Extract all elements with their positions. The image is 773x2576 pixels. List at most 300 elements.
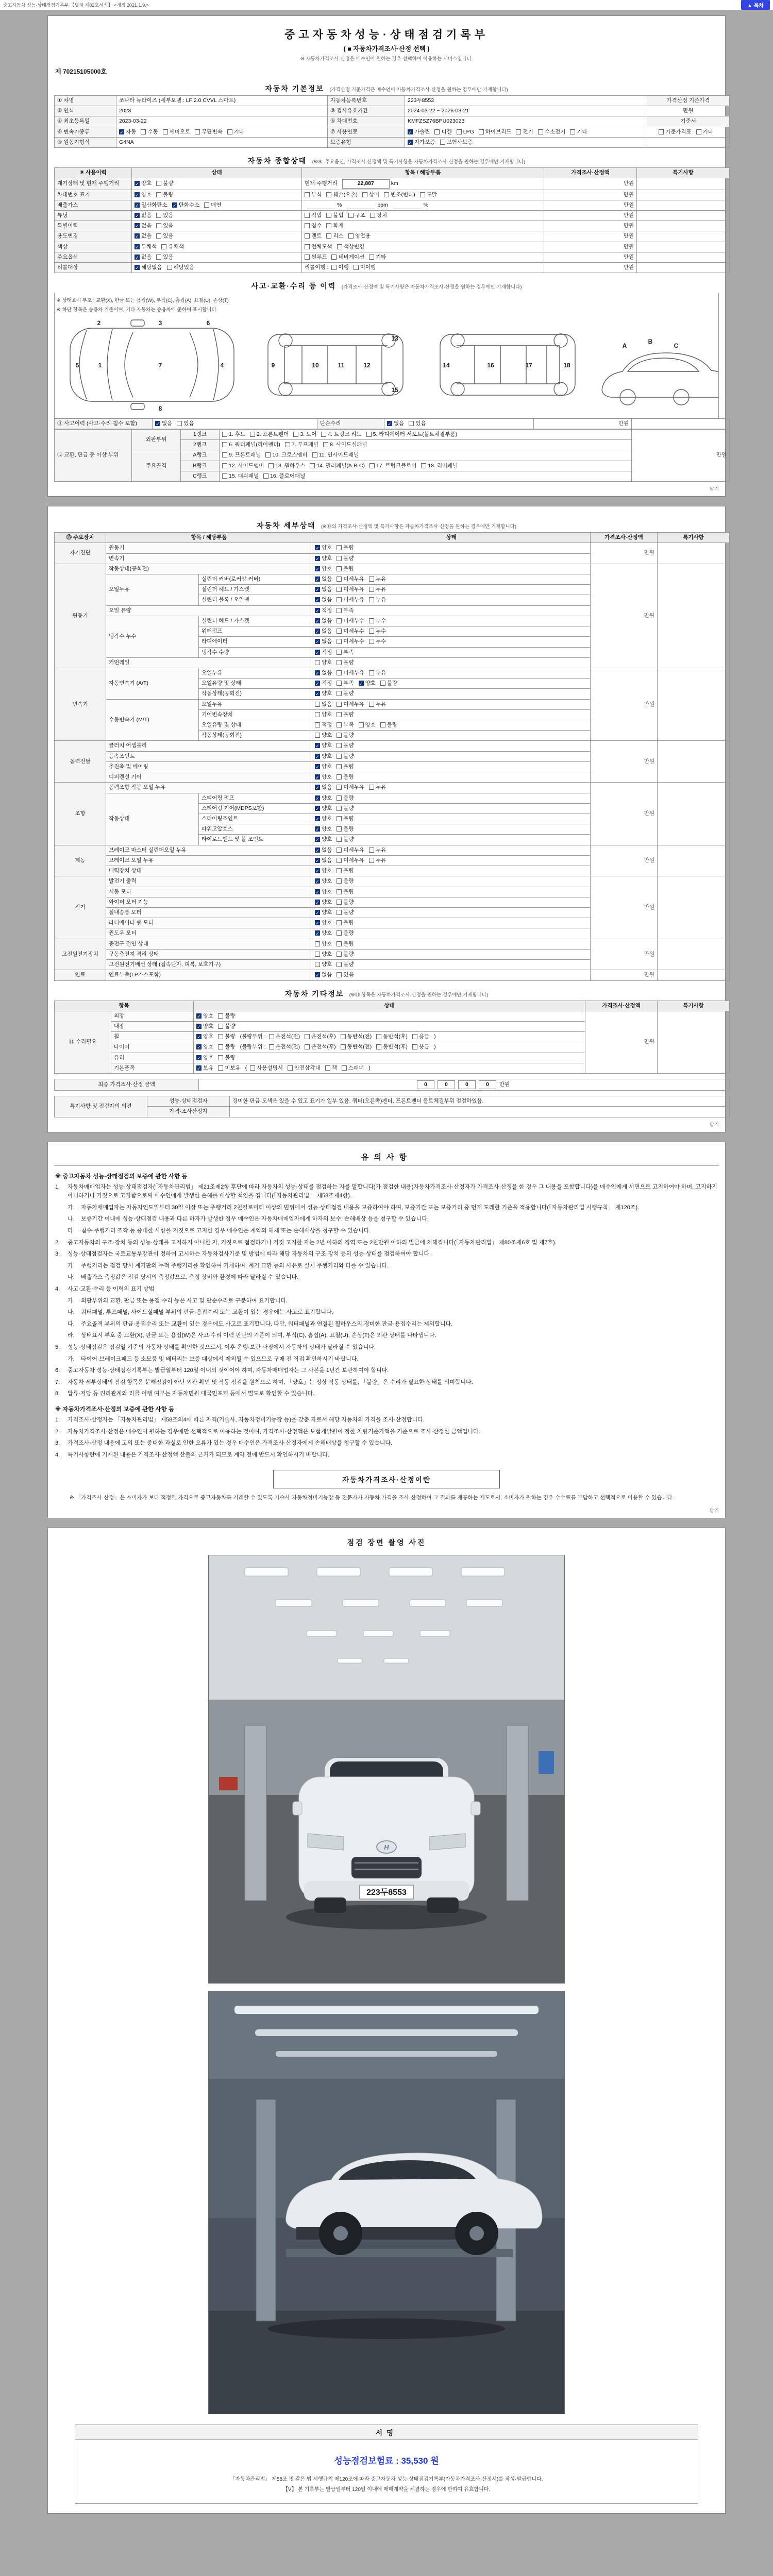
checkbox-15. 대쉬패널[interactable]: 15. 대쉬패널 bbox=[222, 472, 259, 480]
checkbox-양호[interactable]: ✓ 양호 bbox=[315, 920, 332, 926]
value-cell bbox=[312, 657, 591, 668]
checkbox-불량[interactable]: 불량 bbox=[337, 753, 354, 760]
checkbox-불량[interactable]: 불량 bbox=[337, 711, 354, 719]
checkbox-미세누유[interactable]: 미세누유 bbox=[337, 575, 364, 583]
unchecked-box-icon bbox=[222, 442, 227, 447]
value-cell bbox=[405, 137, 647, 147]
checkbox-17. 트렁크플로어[interactable]: 17. 트렁크플로어 bbox=[369, 462, 416, 470]
checkbox-불량[interactable]: 불량 bbox=[218, 1043, 235, 1051]
checkbox-8. 사이드실패널[interactable]: 8. 사이드실패널 bbox=[323, 441, 367, 449]
checkbox-없음[interactable]: ✓ 없음 bbox=[315, 669, 332, 676]
checkbox-양호[interactable]: ✓ 양호 bbox=[315, 763, 332, 770]
checkbox-양호[interactable]: ✓ 양호 bbox=[315, 836, 332, 843]
page-title: 중고자동차성능·상태점검기록부 bbox=[284, 29, 489, 41]
checkbox-양호[interactable]: ✓ 양호 bbox=[197, 1044, 214, 1050]
checkbox-미세누유[interactable]: 미세누유 bbox=[337, 596, 364, 604]
value-cell: 스티어링 펌프 bbox=[199, 793, 312, 803]
field-label: 특별이력 bbox=[55, 221, 132, 231]
accident-history-table bbox=[54, 418, 719, 429]
checkbox-없음[interactable]: ✓ 없음 bbox=[388, 420, 405, 427]
checkbox-16. 플로어패널[interactable]: 16. 플로어패널 bbox=[263, 472, 305, 480]
group-label: A랭크 bbox=[181, 450, 220, 461]
card-detail bbox=[47, 506, 726, 1132]
checkbox-전기[interactable]: 전기 bbox=[516, 128, 533, 136]
checkbox-불량[interactable]: 불량 bbox=[337, 763, 354, 771]
unchecked-box-icon bbox=[269, 1044, 274, 1049]
checkbox-유채색[interactable]: 유채색 bbox=[161, 243, 183, 251]
checkbox-없음[interactable]: ✓ 없음 bbox=[315, 784, 332, 791]
checkbox-부족[interactable]: 부족 bbox=[337, 680, 354, 687]
checkbox-안전삼각대[interactable]: 안전삼각대 bbox=[288, 1064, 321, 1072]
accident-history-table-grid bbox=[54, 418, 730, 429]
checkbox-구조[interactable]: 구조 bbox=[348, 212, 365, 219]
checkbox-미세누유[interactable]: 미세누유 bbox=[337, 784, 364, 791]
column-header: 가격조사·산정액 bbox=[591, 533, 658, 543]
checkbox-양호[interactable]: ✓ 양호 bbox=[197, 1012, 214, 1019]
checkbox-불량[interactable]: 불량 bbox=[337, 877, 354, 885]
inline-text: 만원 bbox=[497, 1081, 510, 1088]
checkbox-미세누유[interactable]: 미세누유 bbox=[337, 857, 364, 865]
unchecked-box-icon bbox=[337, 681, 342, 686]
value-cell bbox=[312, 574, 591, 584]
checkbox-불량[interactable]: 불량 bbox=[337, 555, 354, 563]
checkbox-불량[interactable]: 불량 bbox=[218, 1012, 235, 1020]
checkbox-불량[interactable]: 불량 bbox=[156, 191, 173, 199]
checkbox-양호[interactable]: 양호 bbox=[315, 711, 332, 719]
value-cell: 발전기 출력 bbox=[106, 876, 312, 887]
checkbox-양호[interactable]: 양호 bbox=[315, 951, 332, 958]
checkbox-10. 크로스멤버[interactable]: 10. 크로스멤버 bbox=[265, 451, 307, 459]
checkbox-미세누수[interactable]: 미세누수 bbox=[337, 628, 364, 635]
value-cell bbox=[194, 1053, 585, 1063]
value-cell: 만원 bbox=[647, 106, 730, 116]
checkbox-미세누유[interactable]: 미세누유 bbox=[337, 669, 364, 677]
checked-box-icon: ✓ bbox=[315, 743, 320, 749]
checkbox-누유[interactable]: 누유 bbox=[369, 586, 386, 594]
checkbox-누수[interactable]: 누수 bbox=[369, 628, 386, 635]
checkbox-양호[interactable]: ✓ 양호 bbox=[315, 826, 332, 833]
checkbox-불법[interactable]: 불법 bbox=[326, 212, 343, 219]
checkbox-하이브리드[interactable]: 하이브리드 bbox=[479, 128, 512, 136]
checkbox-9. 프론트패널[interactable]: 9. 프론트패널 bbox=[222, 451, 261, 459]
checkbox-네비게이션[interactable]: 네비게이션 bbox=[331, 253, 364, 261]
checkbox-양호[interactable]: ✓ 양호 bbox=[315, 774, 332, 781]
checkbox-없음[interactable]: ✓ 없음 bbox=[315, 575, 332, 582]
checkbox-운전석(전)[interactable]: 운전석(전) bbox=[269, 1033, 300, 1041]
checkbox-LPG[interactable]: LPG bbox=[457, 128, 474, 136]
value-cell: 자동변속기 (A/T) bbox=[106, 668, 199, 699]
checkbox-양호[interactable]: ✓ 양호 bbox=[315, 899, 332, 905]
checkbox-없음[interactable]: ✓ 없음 bbox=[135, 212, 152, 218]
checkbox-양호[interactable]: ✓ 양호 bbox=[315, 753, 332, 759]
checkbox-11. 인사이드패널[interactable]: 11. 인사이드패널 bbox=[312, 451, 359, 459]
group-label: 원동기 bbox=[55, 564, 106, 668]
checkbox-가솔린[interactable]: ✓ 가솔린 bbox=[408, 128, 430, 135]
checkbox-운전석(후)[interactable]: 운전석(후) bbox=[305, 1043, 336, 1051]
checkbox-누유[interactable]: 누유 bbox=[369, 784, 386, 791]
checkbox-불량[interactable]: 불량 bbox=[337, 929, 354, 937]
checkbox-양호[interactable]: ✓ 양호 bbox=[315, 909, 332, 916]
checkbox-불량[interactable]: 불량 bbox=[337, 659, 354, 667]
checkbox-7. 루프패널[interactable]: 7. 루프패널 bbox=[285, 441, 318, 449]
checkbox-기타[interactable]: 기타 bbox=[369, 253, 386, 261]
collapse-link[interactable]: 닫기 bbox=[709, 1508, 719, 1514]
checkbox-불량[interactable]: 불량 bbox=[337, 773, 354, 781]
checkbox-불량[interactable]: 불량 bbox=[337, 899, 354, 906]
checkbox-양호[interactable]: 양호 bbox=[359, 721, 376, 729]
checkbox-불량[interactable]: 불량 bbox=[337, 940, 354, 948]
unchecked-box-icon bbox=[337, 244, 342, 249]
checkbox-없음[interactable]: ✓ 없음 bbox=[135, 233, 152, 240]
checkbox-18. 리어패널[interactable]: 18. 리어패널 bbox=[421, 462, 458, 470]
value-cell bbox=[312, 918, 591, 928]
checkbox-무채색[interactable]: ✓ 무채색 bbox=[135, 243, 157, 250]
checkbox-4. 트렁크 리드[interactable]: 4. 트렁크 리드 bbox=[321, 431, 361, 438]
checkbox-일산화탄소[interactable]: ✓ 일산화탄소 bbox=[135, 201, 167, 208]
unchecked-box-icon bbox=[376, 1044, 381, 1049]
value-cell bbox=[220, 430, 632, 440]
unchecked-box-icon bbox=[570, 129, 575, 134]
checkbox-없음[interactable]: 없음 bbox=[315, 701, 332, 708]
checkbox-응급[interactable]: 응급 bbox=[412, 1043, 429, 1051]
checkbox-불량[interactable]: 불량 bbox=[337, 732, 354, 739]
checkbox-3. 도어[interactable]: 3. 도어 bbox=[293, 431, 316, 438]
value-cell bbox=[658, 668, 730, 741]
checkbox-부족[interactable]: 부족 bbox=[337, 649, 354, 656]
checkbox-양호[interactable]: ✓ 양호 bbox=[197, 1023, 214, 1029]
unchecked-box-icon bbox=[337, 670, 342, 675]
checked-box-icon: ✓ bbox=[315, 889, 320, 895]
value-cell: 작동상태(공회전) bbox=[106, 564, 312, 574]
checkbox-양호[interactable]: 양호 bbox=[315, 940, 332, 948]
checked-box-icon: ✓ bbox=[315, 629, 320, 635]
value-cell bbox=[312, 928, 591, 939]
checked-box-icon: ✓ bbox=[197, 1045, 201, 1050]
checkbox-양호[interactable]: ✓ 양호 bbox=[315, 888, 332, 895]
checkbox-이행[interactable]: 이행 bbox=[331, 264, 348, 272]
checkbox-썬루프[interactable]: 썬루프 bbox=[305, 253, 327, 261]
checkbox-누유[interactable]: 누유 bbox=[369, 575, 386, 583]
value-cell bbox=[194, 1021, 585, 1031]
checkbox-양호[interactable]: 양호 bbox=[315, 659, 332, 667]
unchecked-box-icon bbox=[337, 774, 342, 779]
checkbox-기타[interactable]: 기타 bbox=[570, 128, 587, 136]
checkbox-있음[interactable]: 있음 bbox=[156, 253, 173, 261]
checkbox-양호[interactable]: 양호 bbox=[315, 732, 332, 739]
checkbox-없음[interactable]: ✓ 없음 bbox=[315, 617, 332, 624]
unchecked-box-icon bbox=[421, 463, 426, 468]
checkbox-양호[interactable]: ✓ 양호 bbox=[315, 742, 332, 749]
checkbox-적법[interactable]: 적법 bbox=[305, 212, 322, 219]
exchange-repair-table bbox=[54, 429, 727, 482]
checkbox-불량[interactable]: 불량 bbox=[337, 805, 354, 812]
value-cell bbox=[637, 210, 730, 221]
checkbox-잭[interactable]: 잭 bbox=[325, 1064, 337, 1072]
checkbox-미보유[interactable]: 미보유 bbox=[218, 1064, 240, 1072]
unchecked-box-icon bbox=[195, 129, 200, 134]
checkbox-미이행[interactable]: 미이행 bbox=[354, 264, 376, 272]
checkbox-누유[interactable]: 누유 bbox=[369, 596, 386, 604]
unchecked-box-icon bbox=[315, 962, 320, 967]
unchecked-box-icon bbox=[177, 421, 182, 426]
group-label: 주요골격 bbox=[132, 450, 181, 482]
value-cell bbox=[302, 221, 544, 231]
checkbox-수소전기[interactable]: 수소전기 bbox=[538, 128, 566, 136]
checkbox-없음[interactable]: ✓ 없음 bbox=[315, 857, 332, 863]
checkbox-동반석(후)[interactable]: 동반석(후) bbox=[376, 1033, 408, 1041]
field-label: ① 차명 bbox=[55, 96, 116, 106]
value-cell bbox=[312, 741, 591, 751]
checkbox-적정[interactable]: ✓ 적정 bbox=[315, 649, 332, 655]
checkbox-12. 사이드멤버[interactable]: 12. 사이드멤버 bbox=[222, 462, 264, 470]
checkbox-양호[interactable]: ✓ 양호 bbox=[135, 180, 152, 187]
final-amount-table bbox=[54, 1079, 719, 1091]
etc-info-table bbox=[54, 1001, 719, 1074]
collapse-link[interactable]: 닫기 bbox=[709, 486, 719, 493]
checkbox-불량[interactable]: 불량 bbox=[218, 1023, 235, 1030]
checkbox-없음[interactable]: ✓ 없음 bbox=[135, 253, 152, 260]
checkbox-자가보증[interactable]: ✓ 자가보증 bbox=[408, 139, 435, 145]
checkbox-전체도색[interactable]: 전체도색 bbox=[305, 243, 332, 251]
checkbox-동반석(전)[interactable]: 동반석(전) bbox=[341, 1043, 372, 1051]
checkbox-훼손(오손)[interactable]: 훼손(오손) bbox=[326, 191, 358, 199]
checkbox-양호[interactable]: ✓ 양호 bbox=[315, 565, 332, 572]
checkbox-탄화수소[interactable]: ✓ 탄화수소 bbox=[172, 201, 200, 208]
checkbox-응급[interactable]: 응급 bbox=[412, 1033, 429, 1041]
checkbox-양호[interactable]: ✓ 양호 bbox=[315, 868, 332, 874]
value-cell: 동력조향 작동 오일 누유 bbox=[106, 783, 312, 793]
checkbox-있음[interactable]: 있음 bbox=[156, 212, 173, 219]
checkbox-불량[interactable]: 불량 bbox=[337, 836, 354, 843]
checkbox-누유[interactable]: 누유 bbox=[369, 846, 386, 854]
checkbox-불량[interactable]: 불량 bbox=[337, 544, 354, 552]
checkbox-불량[interactable]: 불량 bbox=[218, 1033, 235, 1041]
unchecked-box-icon bbox=[337, 597, 342, 602]
checkbox-있음[interactable]: 있음 bbox=[337, 971, 354, 979]
checkbox-양호[interactable]: 양호 bbox=[315, 961, 332, 969]
checkbox-불량[interactable]: 불량 bbox=[337, 815, 354, 823]
checked-box-icon: ✓ bbox=[315, 691, 320, 697]
checkbox-부족[interactable]: 부족 bbox=[337, 721, 354, 729]
value-cell bbox=[405, 127, 647, 137]
checkbox-부식[interactable]: 부식 bbox=[305, 191, 322, 199]
field-label: ② 연식 bbox=[55, 106, 116, 116]
checkbox-양호[interactable]: ✓ 양호 bbox=[315, 816, 332, 822]
checkbox-양호[interactable]: ✓ 양호 bbox=[315, 930, 332, 937]
checkbox-불량[interactable]: 불량 bbox=[337, 961, 354, 969]
checkbox-5. 라디에이터 서포트(볼트체결부품)[interactable]: 5. 라디에이터 서포트(볼트체결부품) bbox=[366, 431, 458, 438]
checkbox-양호[interactable]: ✓ 양호 bbox=[315, 545, 332, 551]
checkbox-6. 쿼터패널(리어펜더)[interactable]: 6. 쿼터패널(리어펜더) bbox=[222, 441, 280, 449]
checkbox-미세누유[interactable]: 미세누유 bbox=[337, 586, 364, 594]
checkbox-도말[interactable]: 도말 bbox=[420, 191, 437, 199]
checkbox-적정[interactable]: ✓ 적정 bbox=[315, 607, 332, 614]
checkbox-운전석(후)[interactable]: 운전석(후) bbox=[305, 1033, 336, 1041]
checkbox-수동[interactable]: 수동 bbox=[141, 128, 158, 136]
checkbox-1. 후드[interactable]: 1. 후드 bbox=[222, 431, 245, 438]
checkbox-없음[interactable]: ✓ 없음 bbox=[315, 628, 332, 635]
checkbox-영업용[interactable]: 영업용 bbox=[348, 232, 371, 240]
checkbox-화재[interactable]: 화재 bbox=[326, 222, 343, 230]
checkbox-미세누수[interactable]: 미세누수 bbox=[337, 638, 364, 646]
value-box: 0 bbox=[479, 1080, 496, 1089]
amount-cell: 만원 bbox=[534, 418, 632, 429]
checkbox-없음[interactable]: ✓ 없음 bbox=[156, 420, 173, 427]
unchecked-box-icon bbox=[369, 848, 374, 853]
unchecked-box-icon bbox=[305, 1034, 310, 1039]
checkbox-없음[interactable]: ✓ 없음 bbox=[315, 586, 332, 593]
checkbox-없음[interactable]: ✓ 없음 bbox=[315, 597, 332, 603]
checkbox-불량[interactable]: 불량 bbox=[337, 742, 354, 750]
value-cell: 오일누유 bbox=[199, 699, 312, 709]
checkbox-기타[interactable]: 기타 bbox=[227, 128, 244, 136]
unchecked-box-icon bbox=[321, 432, 326, 437]
checkbox-양호[interactable]: ✓ 양호 bbox=[197, 1054, 214, 1061]
checkbox-불량[interactable]: 불량 bbox=[337, 794, 354, 802]
checked-box-icon: ✓ bbox=[172, 202, 177, 208]
column-header: 항목 / 해당부품 bbox=[302, 168, 544, 178]
checkbox-있음[interactable]: 있음 bbox=[156, 232, 173, 240]
checkbox-매연[interactable]: 매연 bbox=[204, 201, 221, 209]
checkbox-없음[interactable]: ✓ 없음 bbox=[315, 972, 332, 978]
toc-button[interactable]: ▲ 목차 bbox=[741, 0, 770, 10]
unchecked-box-icon bbox=[434, 129, 440, 134]
value-cell: 223두8553 bbox=[405, 96, 647, 106]
value-box: 0 bbox=[438, 1080, 455, 1089]
checkbox-있음[interactable]: 있음 bbox=[177, 420, 194, 428]
checkbox-스패너[interactable]: 스패너 bbox=[342, 1064, 364, 1072]
checked-box-icon: ✓ bbox=[135, 234, 139, 240]
checkbox-변조(변타)[interactable]: 변조(변타) bbox=[384, 191, 415, 199]
checkbox-양호[interactable]: ✓ 양호 bbox=[315, 794, 332, 801]
checkbox-적정[interactable]: 적정 bbox=[315, 721, 332, 729]
checkbox-디젤[interactable]: 디젤 bbox=[434, 128, 451, 136]
value-cell: 오일 유량 bbox=[106, 605, 312, 616]
checkbox-색상변경[interactable]: 색상변경 bbox=[337, 243, 365, 251]
unchecked-box-icon bbox=[305, 213, 310, 218]
value-cell bbox=[312, 793, 591, 803]
inline-text: (불량부위 : bbox=[240, 1033, 266, 1040]
checkbox-있음[interactable]: 있음 bbox=[409, 420, 426, 428]
checkbox-불량[interactable]: 불량 bbox=[380, 721, 397, 729]
checkbox-없음[interactable]: ✓ 없음 bbox=[315, 638, 332, 645]
checkbox-동반석(후)[interactable]: 동반석(후) bbox=[376, 1043, 408, 1051]
checkbox-불량[interactable]: 불량 bbox=[337, 888, 354, 896]
checkbox-있음[interactable]: 있음 bbox=[156, 222, 173, 230]
unchecked-box-icon bbox=[369, 785, 374, 790]
unchecked-box-icon bbox=[384, 192, 389, 197]
checkbox-누유[interactable]: 누유 bbox=[369, 669, 386, 677]
value-cell: 배력장치 상태 bbox=[106, 866, 312, 876]
checkbox-13. 휠하우스[interactable]: 13. 휠하우스 bbox=[268, 462, 305, 470]
checkbox-보유[interactable]: ✓ 보유 bbox=[197, 1064, 214, 1071]
value-cell: 구동축전지 격리 상태 bbox=[106, 949, 312, 959]
checkbox-불량[interactable]: 불량 bbox=[337, 867, 354, 875]
value-cell bbox=[658, 543, 730, 564]
checkbox-없음[interactable]: ✓ 없음 bbox=[135, 223, 152, 229]
checkbox-누수[interactable]: 누수 bbox=[369, 638, 386, 646]
checkbox-세미오토[interactable]: 세미오토 bbox=[163, 128, 191, 136]
value-cell: 타이어 bbox=[111, 1042, 194, 1053]
checkbox-양호[interactable]: ✓ 양호 bbox=[135, 191, 152, 198]
inline-text: ) bbox=[434, 1033, 436, 1040]
checkbox-침수[interactable]: 침수 bbox=[305, 222, 322, 230]
checkbox-양호[interactable]: ✓ 양호 bbox=[359, 680, 376, 687]
checkbox-불량[interactable]: 불량 bbox=[337, 909, 354, 917]
collapse-link[interactable]: 닫기 bbox=[709, 1122, 719, 1128]
checkbox-양호[interactable]: ✓ 양호 bbox=[315, 555, 332, 562]
svg-text:13: 13 bbox=[391, 334, 398, 342]
checkbox-양호[interactable]: ✓ 양호 bbox=[315, 690, 332, 697]
checkbox-장치[interactable]: 장치 bbox=[370, 212, 387, 219]
checkbox-양호[interactable]: ✓ 양호 bbox=[315, 805, 332, 811]
checkbox-리스[interactable]: 리스 bbox=[326, 232, 343, 240]
checkbox-불량[interactable]: 불량 bbox=[337, 690, 354, 698]
checkbox-상이[interactable]: 상이 bbox=[362, 191, 379, 199]
checkbox-자동[interactable]: ✓ 자동 bbox=[120, 128, 137, 135]
value-cell: 작동상태(공회전) bbox=[199, 689, 312, 699]
checkbox-미세누유[interactable]: 미세누유 bbox=[337, 846, 364, 854]
checkbox-미세누수[interactable]: 미세누수 bbox=[337, 617, 364, 625]
checkbox-불량[interactable]: 불량 bbox=[218, 1054, 235, 1062]
checkbox-누유[interactable]: 누유 bbox=[369, 857, 386, 865]
checkbox-운전석(전)[interactable]: 운전석(전) bbox=[269, 1043, 300, 1051]
amount-cell: 만원 bbox=[544, 178, 637, 190]
checkbox-불량[interactable]: 불량 bbox=[380, 680, 397, 687]
checkbox-누수[interactable]: 누수 bbox=[369, 617, 386, 625]
checkbox-불량[interactable]: 불량 bbox=[337, 951, 354, 958]
unchecked-box-icon bbox=[218, 1034, 223, 1039]
checkbox-보험사보증[interactable]: 보험사보증 bbox=[440, 139, 473, 146]
checkbox-불량[interactable]: 불량 bbox=[337, 919, 354, 927]
checked-box-icon: ✓ bbox=[315, 587, 320, 593]
checkbox-동반석(전)[interactable]: 동반석(전) bbox=[341, 1033, 372, 1041]
checkbox-불량[interactable]: 불량 bbox=[337, 565, 354, 573]
checkbox-불량[interactable]: 불량 bbox=[156, 180, 173, 188]
value-cell: 스티어링조인트 bbox=[199, 814, 312, 824]
unchecked-box-icon bbox=[315, 952, 320, 957]
checkbox-양호[interactable]: ✓ 양호 bbox=[315, 878, 332, 885]
group-label: 1랭크 bbox=[181, 430, 220, 440]
checkbox-양호[interactable]: ✓ 양호 bbox=[197, 1033, 214, 1040]
checkbox-적정[interactable]: ✓ 적정 bbox=[315, 680, 332, 687]
detail-state-table bbox=[54, 532, 719, 980]
checkbox-미세누유[interactable]: 미세누유 bbox=[337, 701, 364, 708]
unchecked-box-icon bbox=[263, 473, 268, 479]
checkbox-부족[interactable]: 부족 bbox=[337, 607, 354, 615]
value-cell: 워터펌프 bbox=[199, 626, 312, 637]
checkbox-사용설명서[interactable]: 사용설명서 bbox=[250, 1064, 283, 1072]
checkbox-14. 필러패널(A·B·C)[interactable]: 14. 필러패널(A·B·C) bbox=[310, 462, 365, 470]
checkbox-기타[interactable]: 기타 bbox=[696, 128, 713, 136]
checkbox-해당없음[interactable]: ✓ 해당없음 bbox=[135, 264, 162, 271]
value-cell bbox=[637, 263, 730, 273]
checkbox-렌트[interactable]: 렌트 bbox=[305, 232, 322, 240]
value-cell bbox=[312, 637, 591, 647]
checkbox-누유[interactable]: 누유 bbox=[369, 701, 386, 708]
checkbox-해당있음[interactable]: 해당있음 bbox=[167, 264, 195, 272]
unchecked-box-icon bbox=[326, 213, 331, 218]
checkbox-2. 프론트펜더[interactable]: 2. 프론트펜더 bbox=[250, 431, 289, 438]
value-cell: 2023-03-22 bbox=[116, 116, 328, 127]
field-label: 주요옵션 bbox=[55, 252, 132, 262]
checkbox-없음[interactable]: ✓ 없음 bbox=[315, 846, 332, 853]
value-cell: G4NA bbox=[116, 137, 328, 147]
checkbox-불량[interactable]: 불량 bbox=[337, 825, 354, 833]
checkbox-기준가격표[interactable]: 기준가격표 bbox=[659, 128, 692, 136]
group-label: 동력전달 bbox=[55, 741, 106, 783]
checkbox-무단변속[interactable]: 무단변속 bbox=[195, 128, 223, 136]
